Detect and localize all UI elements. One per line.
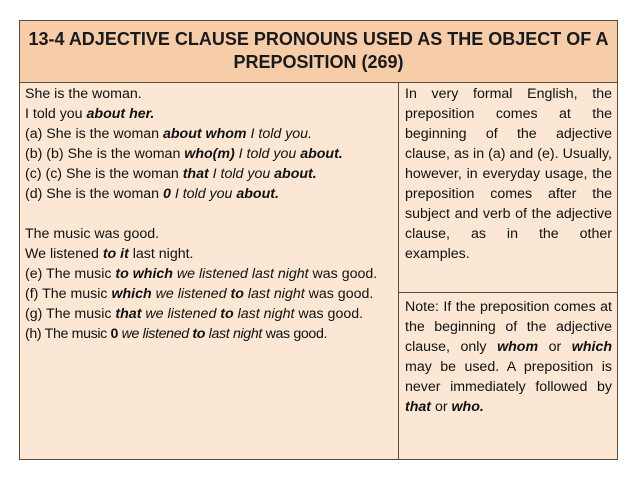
example-sentence-4: We listened to it last night. (25, 246, 194, 262)
grammar-table (19, 20, 618, 460)
example-a: (a) She is the woman about whom I told you. (25, 126, 313, 142)
note-cell: Note: If the preposition comes at the beginning of the adjective clause, only whom or which may be used. A preposition is never immediately followed by that or who. (405, 299, 612, 415)
example-d: (d) She is the woman 0 I told you about. (25, 186, 279, 202)
example-f: (f) The music which we listened to last night was good. (25, 286, 374, 302)
example-e: (e) The music to which we listened last night was good. (25, 266, 378, 282)
example-b: (b) (b) She is the woman who(m) I told you about. (25, 146, 343, 162)
example-h: (h) The music 0 we listened to last night was good. (25, 326, 328, 342)
example-sentence-3: The music was good. (25, 226, 160, 242)
table-title: 13-4 ADJECTIVE CLAUSE PRONOUNS USED AS THE OBJECT OF A PREPOSITION (269) (20, 21, 617, 83)
example-c: (c) (c) She is the woman that I told you about. (25, 166, 317, 182)
example-g: (g) The music that we listened to last night was good. (25, 306, 364, 322)
examples-cell (20, 83, 399, 459)
example-sentence-1: She is the woman. (25, 86, 142, 102)
explanation-cell: In very formal English, the preposition comes at the beginning of the adjective clause, as in (a) and (e). Usually, however, in everyday usage, the preposition comes after the subject and verb of the adjective clause, as in the other examples. (399, 83, 617, 293)
example-sentence-2: I told you about her. (25, 106, 155, 122)
